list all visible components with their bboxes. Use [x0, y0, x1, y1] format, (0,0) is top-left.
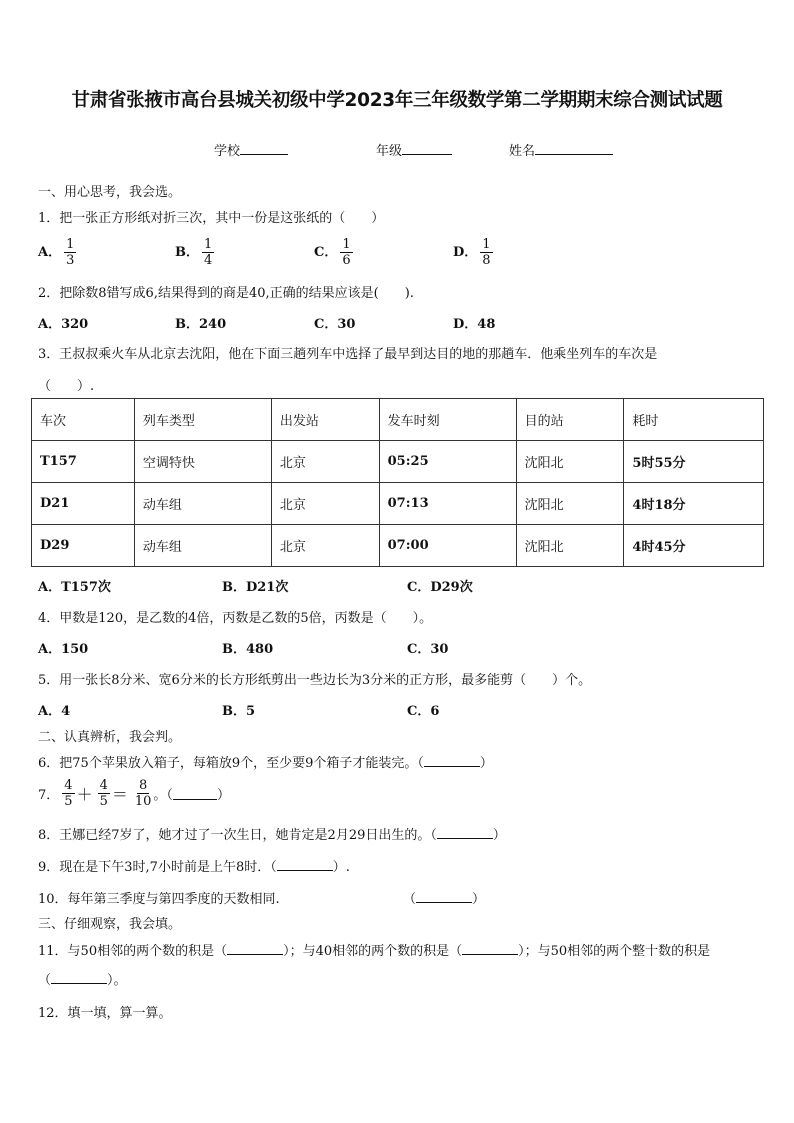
answer-blank[interactable] [173, 787, 217, 800]
fraction: $\frac{4}{5}$ [64, 778, 73, 809]
q1-option-d[interactable]: D． $\frac{1}{8}$ [453, 237, 491, 268]
q5-option-a[interactable]: A．4 [38, 704, 71, 719]
answer-blank[interactable] [277, 858, 333, 871]
header-cell: 耗时 [624, 399, 764, 441]
q2-option-a[interactable]: A．320 [38, 317, 89, 332]
question-12: 12．填一填，算一算。 [38, 1006, 172, 1021]
q2-option-b[interactable]: B．240 [175, 317, 227, 332]
answer-blank[interactable] [416, 890, 472, 903]
fraction: $\frac{1}{3}$ [66, 237, 75, 268]
answer-blank[interactable] [462, 942, 518, 955]
table-cell: 07:13 [379, 483, 516, 525]
grade-field[interactable] [376, 140, 452, 159]
table-cell: 北京 [271, 483, 379, 525]
question-8: 8．王娜已经7岁了，她才过了一次生日，她肯定是2月29日出生的。（ ） [38, 828, 506, 843]
table-row [32, 441, 764, 483]
table-cell: 北京 [271, 525, 379, 567]
question-9: 9．现在是下午3时,7小时前是上午8时．（ ）. [38, 860, 350, 875]
school-blank[interactable] [240, 141, 288, 155]
school-label: 学校 [214, 144, 241, 159]
section-2-heading: 二、认真辨析，我会判。 [38, 730, 182, 745]
section-3-heading: 三、仔细观察，我会填。 [38, 917, 182, 932]
fraction: $\frac{8}{10}$ [134, 778, 152, 809]
table-cell: 沈阳北 [516, 525, 624, 567]
table-cell: 沈阳北 [516, 441, 624, 483]
q2-option-d[interactable]: D．48 [453, 317, 496, 332]
answer-blank[interactable] [51, 971, 107, 984]
question-3: 3．王叔叔乘火车从北京去沈阳，他在下面三趟列车中选择了最早到达目的地的那趟车．他乘坐列车的车次是 [38, 347, 658, 362]
question-1: 1．把一张正方形纸对折三次，其中一份是这张纸的（ ） [38, 211, 385, 226]
table-cell: D21 [32, 483, 135, 525]
header-cell: 车次 [32, 399, 135, 441]
header-cell: 出发站 [271, 399, 379, 441]
question-6: 6．把75个苹果放入箱子，每箱放9个，至少要9个箱子才能装完。（ ） [38, 756, 493, 771]
q1-option-c[interactable]: C． $\frac{1}{6}$ [314, 237, 351, 268]
q1-option-a[interactable]: A． $\frac{1}{3}$ [38, 237, 75, 268]
q2-option-c[interactable]: C．30 [314, 317, 356, 332]
question-4: 4．甲数是120，是乙数的4倍，丙数是乙数的5倍，丙数是（ ）。 [38, 611, 433, 626]
section-1-heading: 一、用心思考，我会选。 [38, 185, 182, 200]
question-10: 10．每年第三季度与第四季度的天数相同. [38, 892, 280, 907]
page-title: 甘肃省张掖市高台县城关初级中学2023年三年级数学第二学期期末综合测试试题 [71, 90, 723, 111]
fraction: $\frac{1}{6}$ [342, 237, 351, 268]
table-cell: D29 [32, 525, 135, 567]
fraction: $\frac{1}{4}$ [204, 237, 213, 268]
question-11-cont: （ ）。 [38, 973, 127, 988]
table-cell: 4时45分 [624, 525, 764, 567]
grade-label: 年级 [376, 144, 403, 159]
fraction: $\frac{1}{8}$ [482, 237, 491, 268]
table-header-row [32, 399, 764, 441]
table-row [32, 525, 764, 567]
grade-blank[interactable] [402, 141, 452, 155]
q3-option-c[interactable]: C．D29次 [407, 580, 473, 595]
header-cell: 列车类型 [134, 399, 271, 441]
school-field[interactable] [214, 140, 288, 159]
table-cell: 空调特快 [134, 441, 271, 483]
table-cell: 4时18分 [624, 483, 764, 525]
table-cell: 动车组 [134, 525, 271, 567]
header-cell: 目的站 [516, 399, 624, 441]
q3-option-a[interactable]: A．T157次 [38, 580, 111, 595]
table-cell: 北京 [271, 441, 379, 483]
q3-option-b[interactable]: B．D21次 [222, 580, 289, 595]
train-table [31, 398, 764, 567]
q1-option-b[interactable]: B． $\frac{1}{4}$ [175, 237, 213, 268]
table-row [32, 483, 764, 525]
q5-option-b[interactable]: B．5 [222, 704, 256, 719]
fraction: $\frac{4}{5}$ [99, 778, 108, 809]
q5-option-c[interactable]: C．6 [407, 704, 440, 719]
question-5: 5．用一张长8分米、宽6分米的长方形纸剪出一些边长为3分米的正方形，最多能剪（ ）个。 [38, 673, 592, 688]
question-7: 7． $\frac{4}{5}$ ＋ $\frac{4}{5}$ ＝ $\frac{8}{10}$ 。（ ） [38, 778, 230, 809]
q4-option-c[interactable]: C．30 [407, 642, 449, 657]
question-11: 11．与50相邻的两个数的积是（ ）；与40相邻的两个数的积是（ ）；与50相邻的两个整十数的积是 [38, 944, 711, 959]
table-cell: 5时55分 [624, 441, 764, 483]
table-cell: 05:25 [379, 441, 516, 483]
question-10-answer: （ ） [403, 892, 486, 907]
table-cell: 动车组 [134, 483, 271, 525]
header-cell: 发车时刻 [379, 399, 516, 441]
answer-blank[interactable] [437, 826, 493, 839]
q4-option-b[interactable]: B．480 [222, 642, 274, 657]
table-cell: 07:00 [379, 525, 516, 567]
table-cell: T157 [32, 441, 135, 483]
answer-blank[interactable] [424, 754, 480, 767]
name-field[interactable] [509, 140, 613, 159]
table-cell: 沈阳北 [516, 483, 624, 525]
question-3-paren: （ ）. [38, 379, 95, 394]
name-label: 姓名 [509, 144, 536, 159]
q4-option-a[interactable]: A．150 [38, 642, 89, 657]
answer-blank[interactable] [227, 942, 283, 955]
name-blank[interactable] [535, 141, 613, 155]
question-2: 2．把除数8错写成6,结果得到的商是40,正确的结果应该是( ). [38, 286, 414, 301]
